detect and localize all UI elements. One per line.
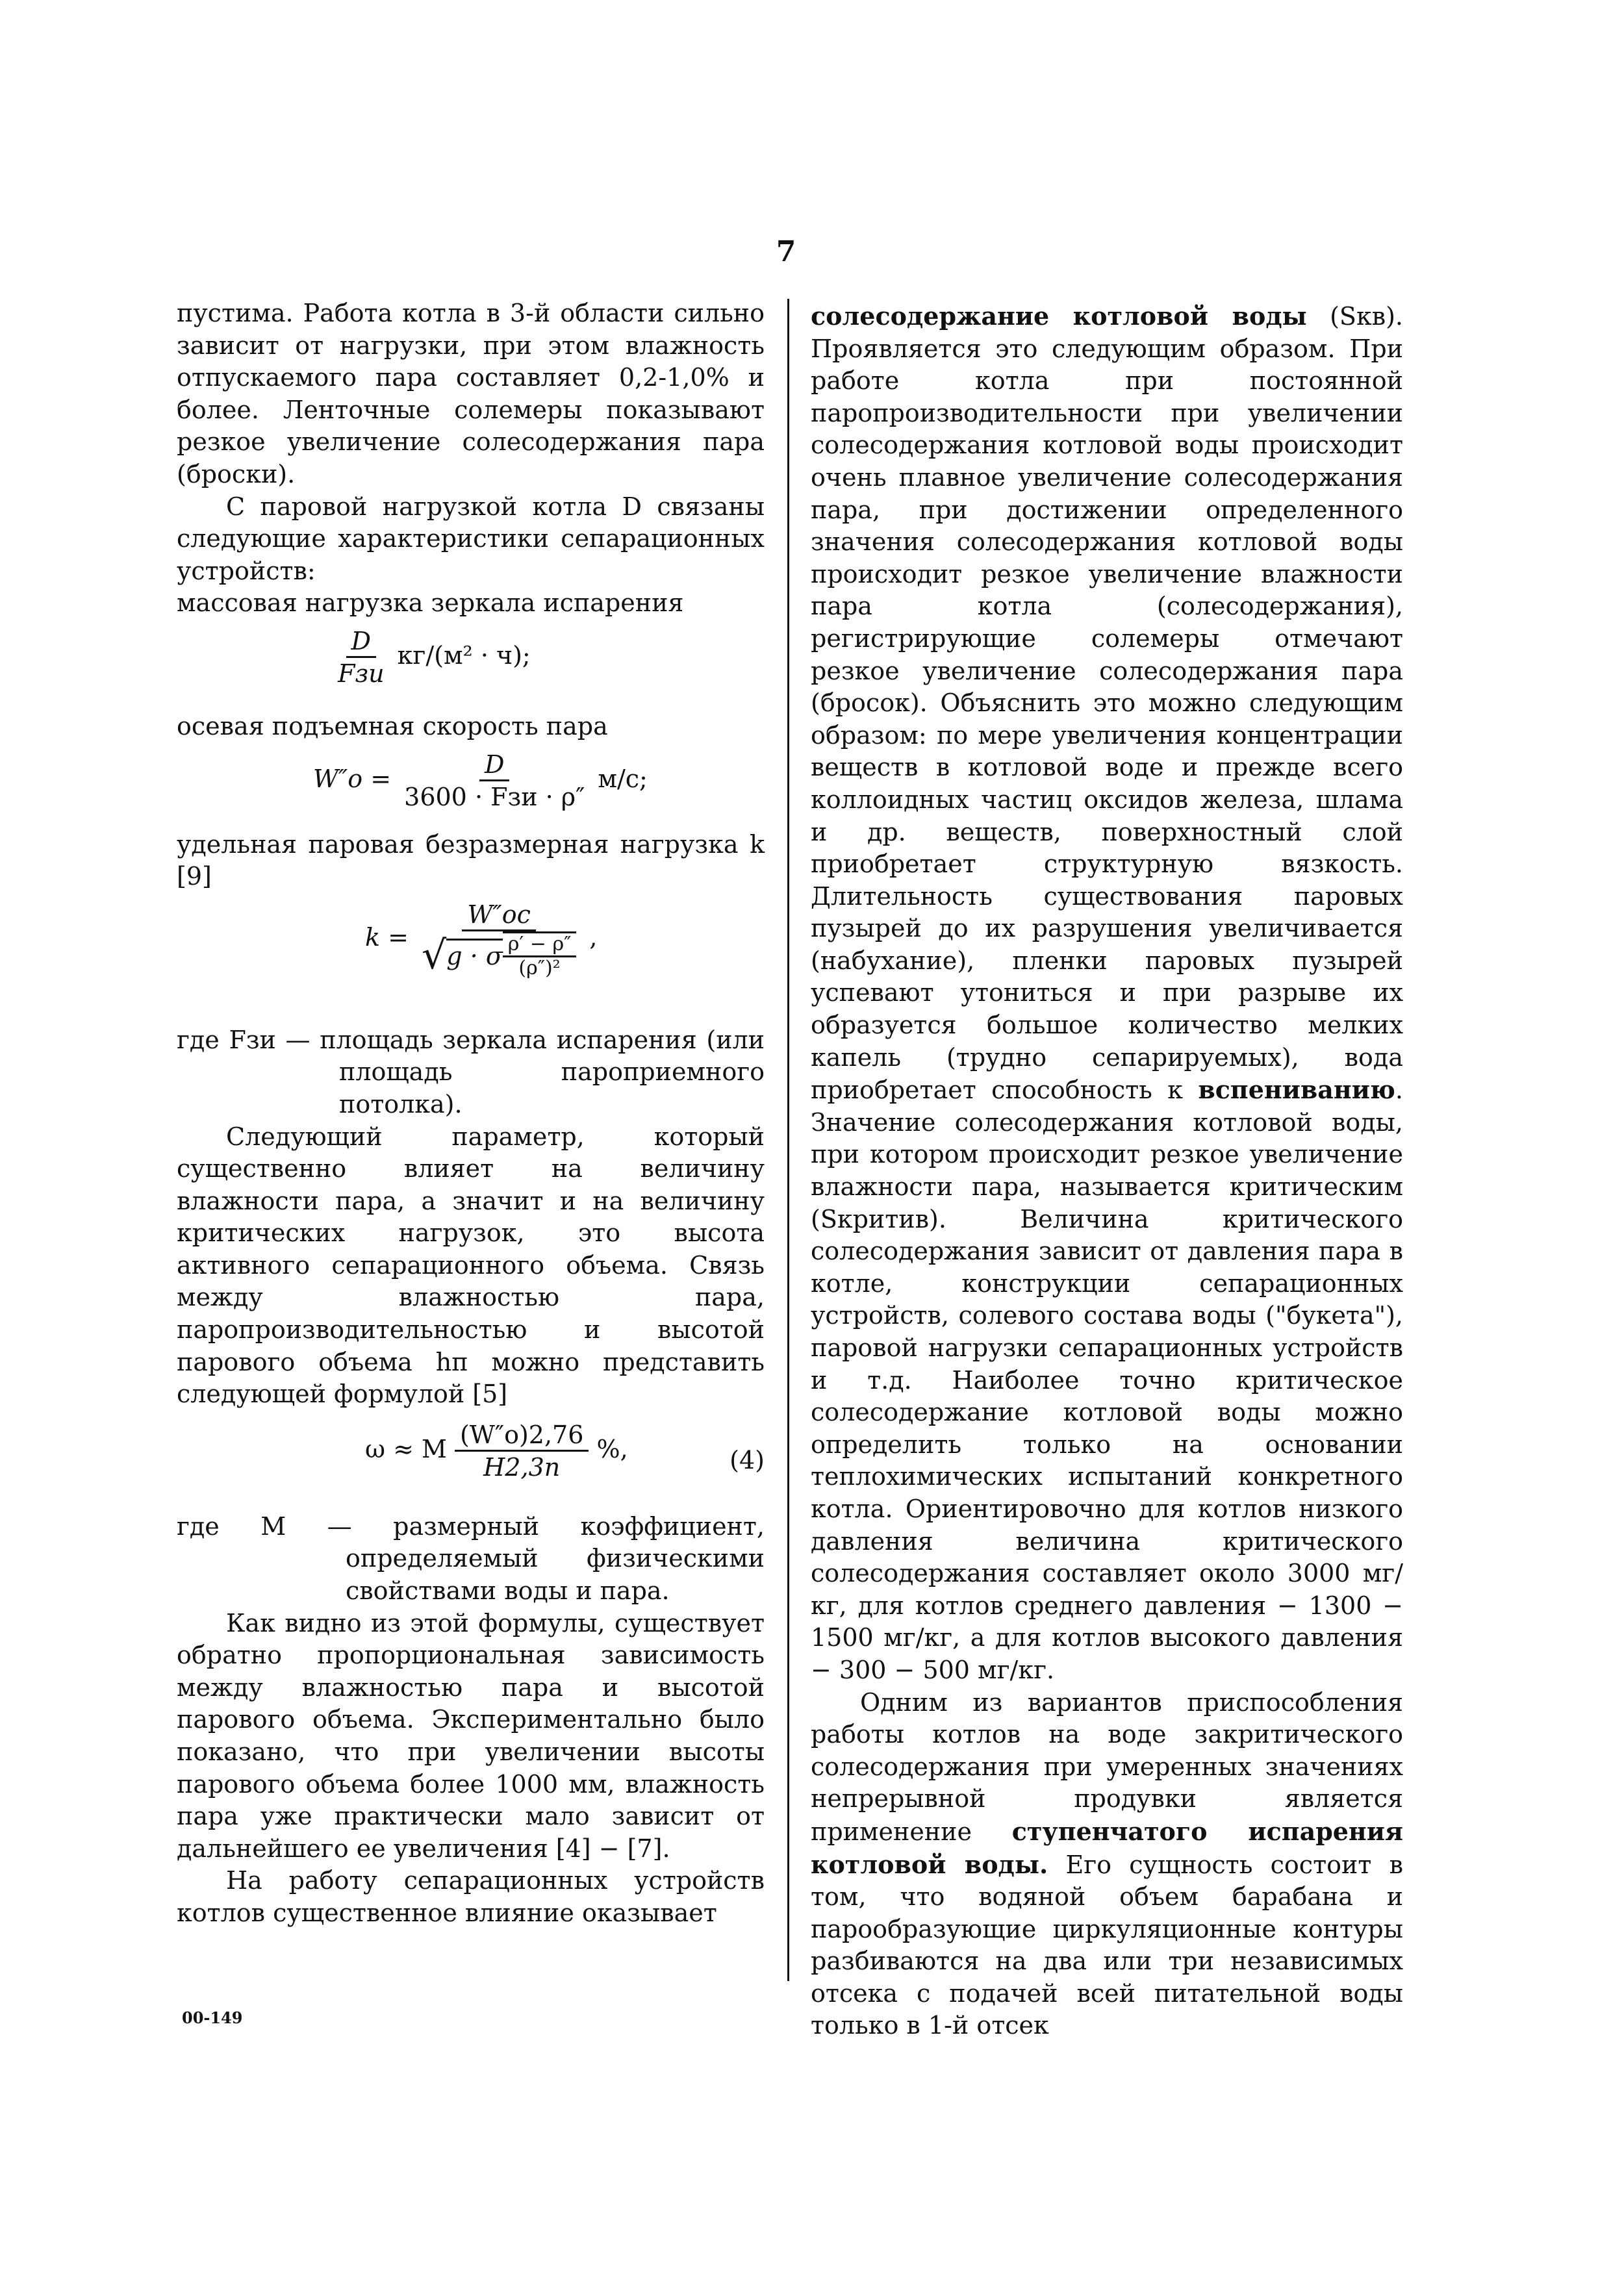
paragraph	[811, 1687, 1403, 2043]
formula-lhs: W″o =	[313, 764, 392, 793]
formula-mass-load	[177, 626, 765, 704]
bold-term: ступенчатого испарения котловой воды.	[811, 1816, 1404, 1879]
paragraph: пустима. Работа котла в 3-й области сильно зависит от нагрузки, при этом влажность отпускаемого пара составляет 0,2-1,0% и более. Ленточные солемеры показывают резкое увеличение солесодержания пара (броски).	[177, 299, 765, 488]
definition-item	[177, 1024, 765, 1121]
fraction-numerator: D	[479, 750, 509, 781]
column-divider	[787, 299, 789, 1981]
fraction-numerator: (W″o)2,76	[455, 1420, 589, 1452]
fraction-denominator: H2,3п	[483, 1452, 561, 1482]
fraction-numerator: W″oc	[462, 900, 535, 931]
paragraph-text: (Sкв). Проявляется это следующим образом. При работе котла при постоянной паропроизводительности при увеличении солесодержания котловой воды происходит очень плавное увеличение солесодержания пара, при достижении определенного значения солесодержания котловой воды происходит резкое увеличение влажности пара котла (солесодержания), регистрирующие солемеры отмечают резкое увеличение солесодержания пара (бросок). Объяснить это можно следующим образом: по мере увеличения концентрации веществ в котловой воде и прежде всего коллоидных частиц оксидов железа, шлама и др. веществ, поверхностный слой приобретает структурную вязкость. Длительность существования паровых пузырей до их разрушения увеличивается (набухание), пленки паровых пузырей успевают утониться и при разрыве их образуется большое количество мелких капель (трудно сепарируемых), вода приобретает способность к	[811, 302, 1403, 1105]
definition-text: площадь зеркала испарения (или площадь пароприемного потолка).	[320, 1025, 765, 1118]
formula-lhs: ω ≈ M	[365, 1434, 447, 1463]
footer-code: 00-149	[182, 2008, 243, 2027]
paragraph: Следующий параметр, который существенно влияет на величину влажности пара, а значит и на величину критических нагрузок, это высота активного сепарационного объема. Связь между влажностью пара, паропроизводительностью и высотой парового объема hп можно представить следующей формулой [5]	[177, 1122, 765, 1409]
fraction-denominator	[416, 931, 581, 979]
fraction-numerator: D	[346, 626, 376, 658]
formula-unit: кг/(м² · ч);	[397, 640, 531, 670]
fraction-denominator: 3600 · Fзи · ρ″	[404, 782, 585, 811]
root-sign: √	[422, 932, 447, 978]
definition-lead: где M —	[177, 1511, 352, 1541]
inner-numerator: ρ′ − ρ″	[503, 933, 577, 957]
right-column	[811, 300, 1403, 2042]
paragraph-text: Одним из вариантов приспособления работы котлов на воде закритического солесодержания при умеренных значениях непрерывной продувки является применение	[811, 1687, 1403, 1846]
formula-tail: ,	[589, 922, 598, 952]
fraction	[399, 750, 590, 813]
formula-unit: м/с;	[598, 764, 648, 793]
paragraph	[811, 300, 1403, 1687]
fraction	[455, 1420, 589, 1483]
formula-humidity	[177, 1420, 765, 1504]
fraction-denominator: Fзи	[338, 659, 385, 688]
formula-axial-velocity	[177, 750, 765, 822]
definition-text: размерный коэффициент, определяемый физическими свойствами воды и пара.	[346, 1511, 765, 1606]
paragraph: массовая нагрузка зеркала испарения	[177, 588, 684, 618]
definition-lead: где Fзи —	[177, 1025, 311, 1054]
paragraph-text: Его сущность состоит в том, что водяной объем барабана и парообразующие циркуляционные контуры разбиваются на два или три независимых отсека с подачей всей питательной воды только в 1-й отсек	[811, 1850, 1403, 2040]
page-number: 7	[776, 235, 796, 268]
formula-specific-load	[177, 900, 765, 1018]
equation-label: (4)	[730, 1445, 765, 1474]
inner-denominator: (ρ″)²	[518, 956, 561, 979]
paragraph: Как видно из этой формулы, существует обратно пропорциональная зависимость между влажностью пара и высотой парового объема. Экспериментально было показано, что при увеличении высоты парового объема более 1000 мм, влажность пара уже практически мало зависит от дальнейшего ее увеличения [4] − [7].	[177, 1608, 765, 1863]
paragraph: С паровой нагрузкой котла D связаны следующие характеристики сепарационных устройств:	[177, 492, 765, 585]
formula-lhs: k =	[365, 922, 409, 952]
fraction	[333, 626, 390, 689]
paragraph: удельная паровая безразмерная нагрузка k [9]	[177, 829, 765, 891]
definition-item	[177, 1511, 765, 1608]
root-term: g · σ	[446, 939, 503, 972]
bold-term: солесодержание котловой воды	[811, 301, 1307, 331]
formula-tail: %,	[596, 1434, 628, 1463]
left-column	[177, 297, 765, 1930]
fraction	[416, 900, 581, 979]
paragraph-text: . Значение солесодержания котловой воды, при котором происходит резкое увеличение влажности пара, называется критическим (Sкритив). Величина критического солесодержания зависит от давления пара в котле, конструкции сепарационных устройств, солевого состава воды ("букета"), паровой нагрузки сепарационных устройств и т.д. Наиболее точно критическое солесодержание котловой воды можно определить только на основании теплохимических испытаний конкретного котла. Ориентировочно для котлов низкого давления величина критического солесодержания составляет около 3000 мг/кг, для котлов среднего давления − 1300 − 1500 мг/кг, а для котлов высокого давления − 300 − 500 мг/кг.	[811, 1076, 1403, 1684]
bold-term: вспениванию	[1198, 1075, 1395, 1105]
paragraph: На работу сепарационных устройств котлов существенное влияние оказывает	[177, 1866, 765, 1927]
paragraph: осевая подъемная скорость пара	[177, 711, 608, 740]
inner-fraction	[503, 931, 577, 979]
